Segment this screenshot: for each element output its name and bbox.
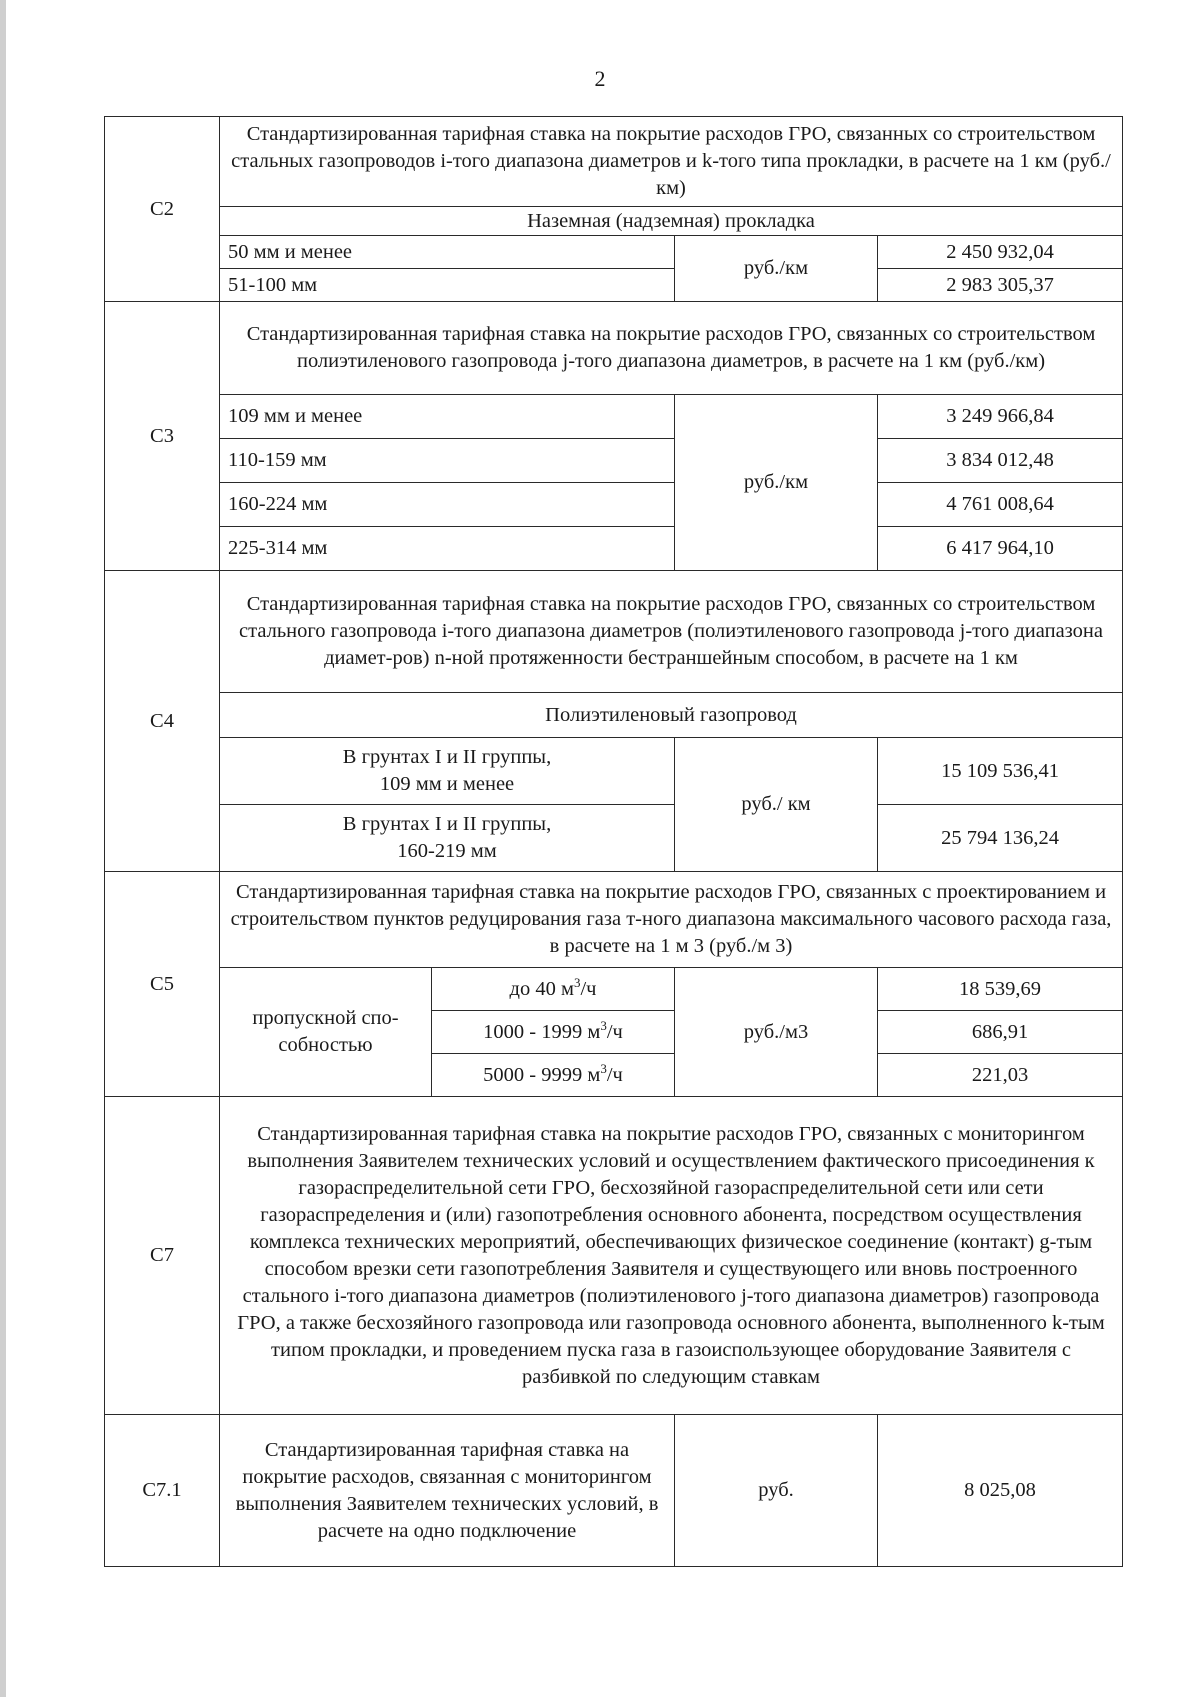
table-row (105, 483, 1123, 527)
c7-code: С7 (105, 1097, 220, 1415)
c5-unit: руб./м3 (675, 968, 878, 1097)
c3-item-label: 110-159 мм (220, 439, 675, 483)
c4-item-label-line1: В грунтах I и II группы, (342, 813, 552, 835)
c3-item-label: 109 мм и менее (220, 395, 675, 439)
c5-range-tail: /ч (606, 1020, 623, 1043)
c4-item-label-line2: 109 мм и менее (379, 773, 515, 795)
c5-item-value: 18 539,69 (878, 968, 1123, 1011)
c3-item-value: 3 834 012,48 (878, 439, 1123, 483)
c71-title: Стандартизированная тарифная ставка на покрытие расходов, связанная с мониторингом выполнения Заявителем технических условий, в расчете на одно подключение (220, 1415, 675, 1567)
c4-subheader-row (105, 693, 1123, 738)
c71-unit: руб. (675, 1415, 878, 1567)
c5-superscript: 3 (600, 1017, 607, 1033)
c5-item-range (432, 968, 675, 1011)
table-row (105, 439, 1123, 483)
c2-unit: руб./км (675, 236, 878, 302)
c4-item-label-line2: 160-219 мм (397, 840, 497, 862)
c5-range-tail: /ч (580, 977, 597, 1000)
c5-item-value: 686,91 (878, 1011, 1123, 1054)
c2-title-row (105, 117, 1123, 207)
c5-item-range (432, 1011, 675, 1054)
c71-code: С7.1 (105, 1415, 220, 1567)
c2-item-label: 51-100 мм (220, 269, 675, 302)
c5-range-text: 1000 - 1999 м (483, 1020, 601, 1043)
c5-range-tail: /ч (606, 1063, 623, 1086)
c2-subheader: Наземная (надземная) прокладка (220, 207, 1123, 236)
c3-unit: руб./км (675, 395, 878, 571)
c71-value: 8 025,08 (878, 1415, 1123, 1567)
c2-item-value: 2 983 305,37 (878, 269, 1123, 302)
c3-item-value: 4 761 008,64 (878, 483, 1123, 527)
c3-title: Стандартизированная тарифная ставка на покрытие расходов ГРО, связанных со строительством полиэтиленового газопровода j-того диапазона диаметров, в расчете на 1 км (руб./км) (220, 302, 1123, 395)
c5-group-label: пропускной спо-собностью (220, 968, 432, 1097)
c3-item-label: 160-224 мм (220, 483, 675, 527)
c5-item-range (432, 1054, 675, 1097)
table-row (105, 968, 1123, 1011)
c3-code: С3 (105, 302, 220, 571)
c2-item-value: 2 450 932,04 (878, 236, 1123, 269)
c3-title-row (105, 302, 1123, 395)
c4-title-row (105, 571, 1123, 693)
c4-unit: руб./ км (675, 738, 878, 872)
table-row (105, 527, 1123, 571)
c5-superscript: 3 (600, 1060, 607, 1076)
c3-item-value: 6 417 964,10 (878, 527, 1123, 571)
c2-item-label: 50 мм и менее (220, 236, 675, 269)
c71-row (105, 1415, 1123, 1567)
table-row (105, 269, 1123, 302)
c2-title: Стандартизированная тарифная ставка на покрытие расходов ГРО, связанных со строительством стальных газопроводов i-того диапазона диаметров и k-того типа прокладки, в расчете на 1 км (руб./км) (220, 117, 1123, 207)
c2-subheader-row (105, 207, 1123, 236)
c5-code: С5 (105, 872, 220, 1097)
c5-range-text: до 40 м (509, 977, 574, 1000)
c3-item-label: 225-314 мм (220, 527, 675, 571)
c4-item-value: 25 794 136,24 (878, 805, 1123, 872)
c5-title-row (105, 872, 1123, 968)
c5-item-value: 221,03 (878, 1054, 1123, 1097)
c4-subheader: Полиэтиленовый газопровод (220, 693, 1123, 738)
table-row (105, 805, 1123, 872)
c4-item-label (220, 738, 675, 805)
table-row (105, 395, 1123, 439)
c5-superscript: 3 (573, 974, 581, 990)
page-number: 2 (594, 66, 606, 91)
c4-item-value: 15 109 536,41 (878, 738, 1123, 805)
c7-row (105, 1097, 1123, 1415)
table-row (105, 236, 1123, 269)
c5-title: Стандартизированная тарифная ставка на покрытие расходов ГРО, связанных с проектированием и строительством пунктов редуцирования газа т-ного диапазона максимального часового расхода газа, в расчете на 1 м 3 (руб./м 3) (220, 872, 1123, 968)
c2-code: С2 (105, 117, 220, 302)
c7-title: Стандартизированная тарифная ставка на покрытие расходов ГРО, связанных с мониторингом выполнения Заявителем технических условий и осуществлением фактического присоединения к газораспределительной сети ГРО, бесхозяйной газораспределительной сети или сети газораспределения и (или) газопотребления основного абонента, посредством осуществления комплекса технических мероприятий, обеспечивающих физическое соединение (контакт) g-тым способом врезки сети газопотребления Заявителя и существующего или вновь построенного стального i-того диапазона диаметров (полиэтиленового j-того диапазона диаметров) газопровода ГРО, а также бесхозяйного газопровода или газопровода основного абонента, выполненного k-тым типом прокладки, и проведением пуска газа в газоиспользующее оборудование Заявителя с разбивкой по следующим ставкам (220, 1097, 1123, 1415)
c4-item-label-line1: В грунтах I и II группы, (342, 746, 552, 768)
c4-item-label (220, 805, 675, 872)
c5-range-text: 5000 - 9999 м (483, 1063, 601, 1086)
c4-code: С4 (105, 571, 220, 872)
c4-title: Стандартизированная тарифная ставка на покрытие расходов ГРО, связанных со строительством стального газопровода i-того диапазона диаметров (полиэтиленового газопровода j-того диапазона диамет-ров) n-ной протяженности бестраншейным способом, в расчете на 1 км (220, 571, 1123, 693)
c3-item-value: 3 249 966,84 (878, 395, 1123, 439)
table-row (105, 738, 1123, 805)
tariff-table (104, 116, 1123, 1567)
scan-edge (0, 0, 6, 1697)
